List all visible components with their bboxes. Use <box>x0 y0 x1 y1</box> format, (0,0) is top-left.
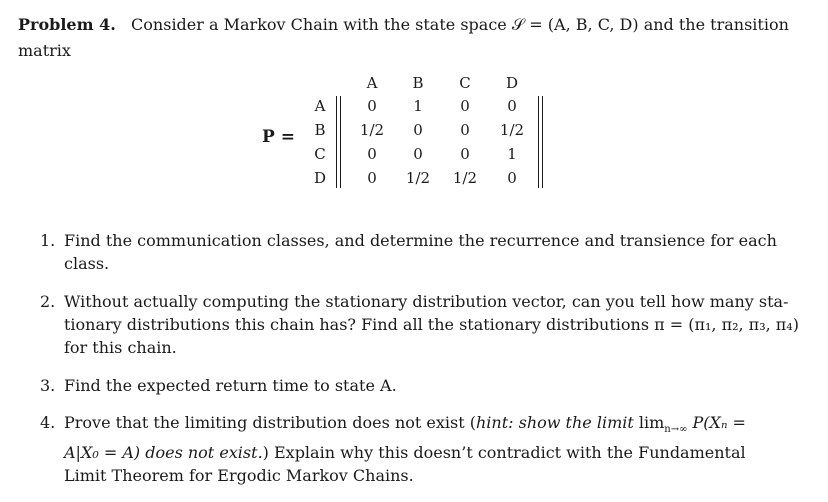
q4-hint: hint: show the limit <box>475 413 634 432</box>
cell-c-b: 0 <box>413 145 423 163</box>
row-header-c: C <box>314 145 326 163</box>
matrix-name: P = <box>262 127 295 147</box>
question-1 <box>40 229 800 275</box>
cell-b-a: 1/2 <box>359 121 385 139</box>
left-bar-inner <box>340 96 341 188</box>
cell-b-b: 0 <box>413 121 423 139</box>
problem-intro <box>18 12 808 64</box>
question-line: class. <box>64 254 110 273</box>
question-number: 1. <box>40 231 56 250</box>
cell-d-d: 0 <box>507 169 517 187</box>
cell-a-c: 0 <box>460 97 470 115</box>
question-3 <box>40 374 800 397</box>
cell-b-d: 1/2 <box>499 121 525 139</box>
cell-d-a: 0 <box>367 169 377 187</box>
left-bar-outer <box>336 96 337 188</box>
question-line: Find the communication classes, and determine the recurrence and transience for each <box>64 231 777 250</box>
intro-text-1: Consider a Markov Chain with the state space 𝒮 = (A, B, C, D) and the transition <box>131 15 789 34</box>
problem-label: Problem 4. <box>18 15 116 34</box>
cell-d-c: 1/2 <box>452 169 478 187</box>
q4-prob: P(Xₙ = <box>687 413 746 432</box>
row-header-b: B <box>314 121 326 139</box>
question-line: tionary distributions this chain has? Find all the stationary distributions π = (π₁, π₂, π₃, π₄) <box>64 315 799 334</box>
cell-d-b: 1/2 <box>405 169 431 187</box>
cell-a-d: 0 <box>507 97 517 115</box>
cell-c-a: 0 <box>367 145 377 163</box>
q4-hint-2: does not exist. <box>145 443 263 463</box>
cell-c-c: 0 <box>460 145 470 163</box>
question-number: 2. <box>40 292 56 311</box>
q4-text: Prove that the limiting distribution does not exist ( <box>64 413 476 432</box>
row-header-d: D <box>313 169 327 187</box>
q4-cond: A|X₀ = A) <box>64 443 146 463</box>
right-bar-outer <box>542 96 543 188</box>
cell-b-c: 0 <box>460 121 470 139</box>
q4-lim: lim <box>633 413 665 432</box>
question-number: 4. <box>40 413 56 432</box>
row-header-a: A <box>314 97 326 115</box>
col-header-a: A <box>366 74 378 92</box>
question-line <box>64 411 800 441</box>
col-header-b: B <box>412 74 424 92</box>
question-4 <box>40 411 800 487</box>
right-bar-inner <box>538 96 539 188</box>
question-line <box>64 441 800 464</box>
question-line: Without actually computing the stationary distribution vector, can you tell how many sta- <box>64 292 789 311</box>
q4-lim-sub: n→∞ <box>664 424 688 436</box>
question-line: for this chain. <box>64 338 177 357</box>
col-header-c: C <box>459 74 471 92</box>
question-2 <box>40 290 800 359</box>
question-line: Limit Theorem for Ergodic Markov Chains. <box>64 466 414 486</box>
cell-c-d: 1 <box>507 145 517 163</box>
intro-line-2 <box>18 38 808 64</box>
cell-a-a: 0 <box>367 97 377 115</box>
intro-line-1 <box>18 12 808 38</box>
q4-explain: ) Explain why this doesn’t contradict with the Fundamental <box>262 443 746 463</box>
col-header-d: D <box>505 74 519 92</box>
question-line: Find the expected return time to state A. <box>64 376 397 395</box>
cell-a-b: 1 <box>413 97 423 115</box>
intro-text-2: matrix <box>18 41 71 60</box>
question-number: 3. <box>40 376 56 395</box>
